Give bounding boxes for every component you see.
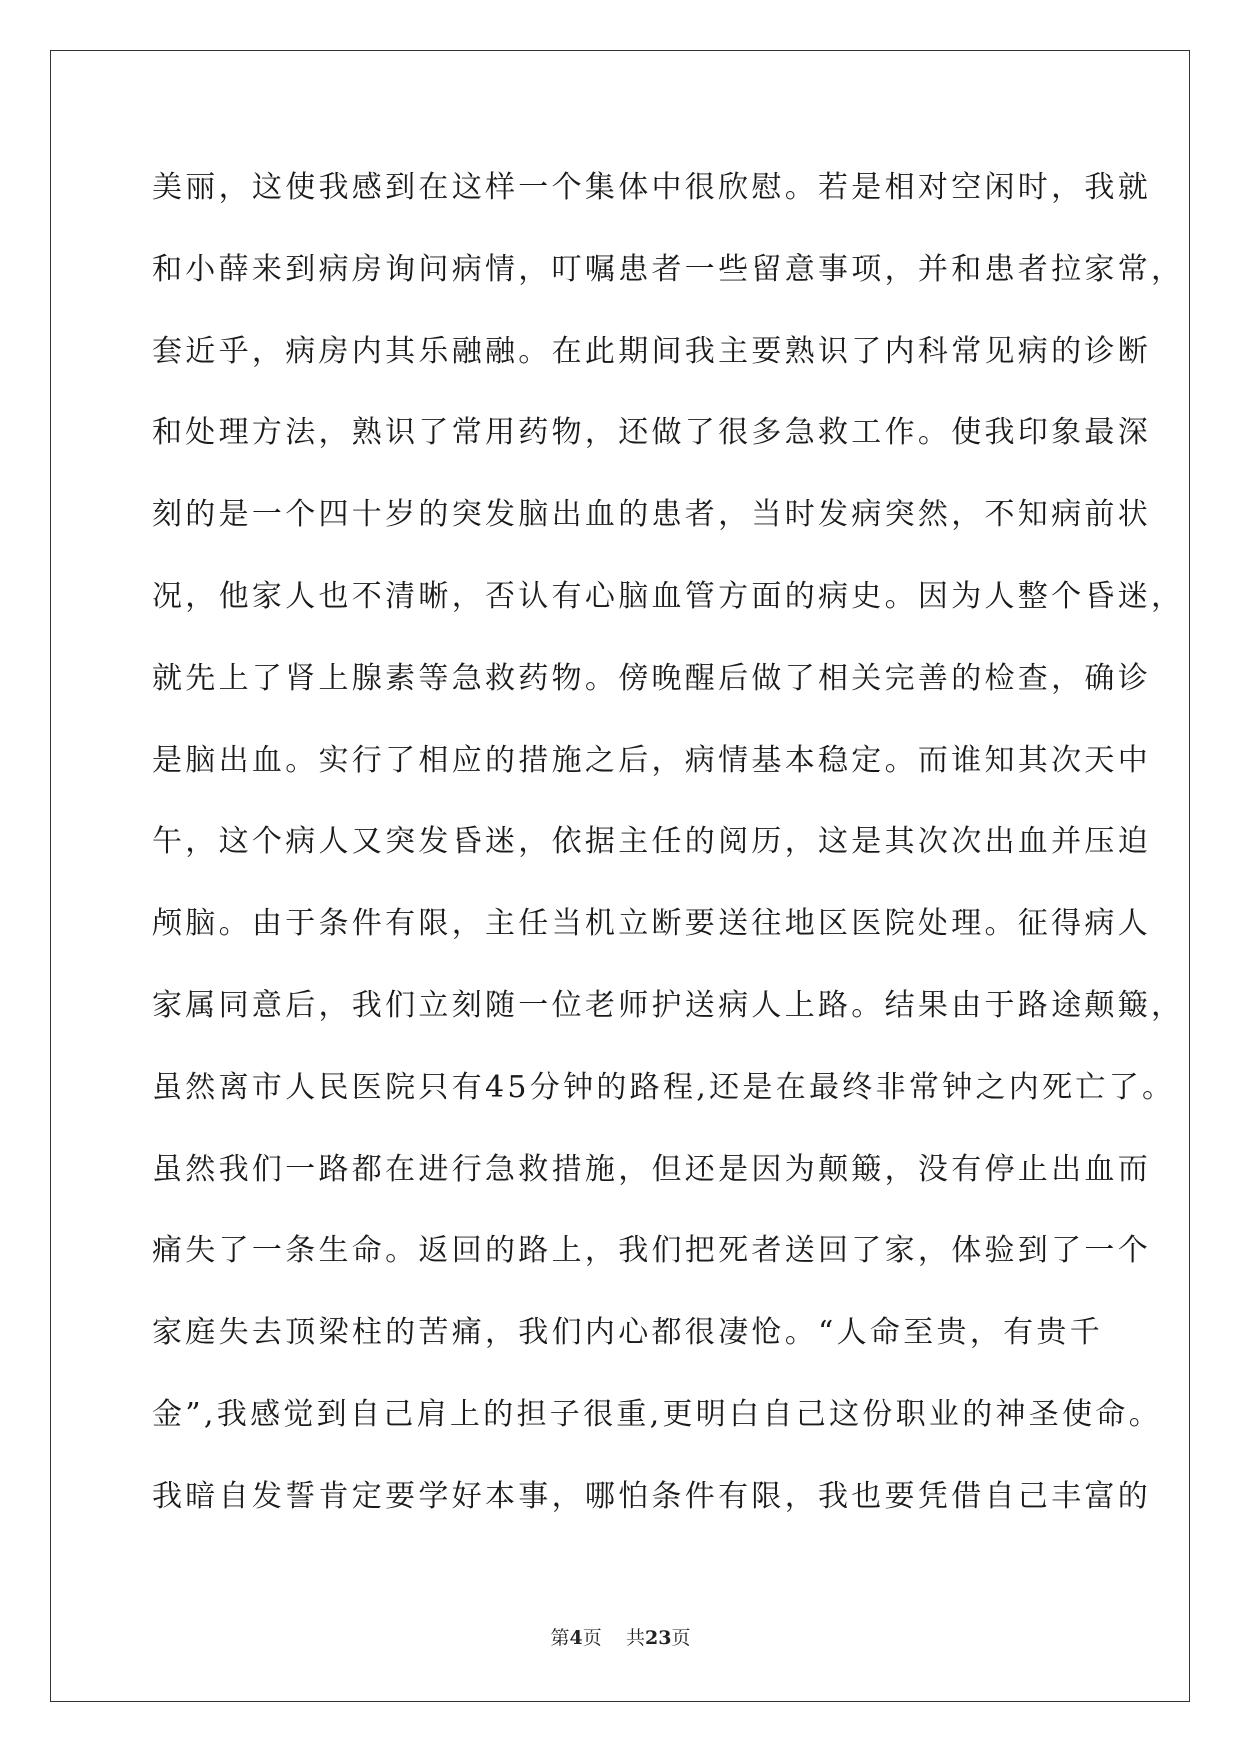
text-line: 就先上了肾上腺素等急救药物。傍晚醒后做了相关完善的检查，确诊: [152, 660, 1151, 696]
page-footer: [0, 1623, 1241, 1650]
text-line: 和小薛来到病房询问病情，叮嘱患者一些留意事项，并和患者拉家常，: [152, 251, 1185, 287]
text-line: 家庭失去顶梁柱的苦痛，我们内心都很凄怆。“人命至贵，有贵千: [152, 1315, 1104, 1351]
text-line: 刻的是一个四十岁的突发脑出血的患者，当时发病突然，不知病前状: [152, 497, 1151, 533]
total-pages: 23: [644, 1627, 672, 1649]
text-line: 我暗自发誓肯定要学好本事，哪怕条件有限，我也要凭借自己丰富的: [152, 1478, 1151, 1514]
text-line: 况，他家人也不清晰，否认有心脑血管方面的病史。因为人整个昏迷，: [152, 578, 1185, 614]
page-suffix: 页: [582, 1627, 602, 1649]
text-line: 金”,我感觉到自己肩上的担子很重,更明白自己这份职业的神圣使命。: [152, 1396, 1163, 1432]
total-suffix: 页: [671, 1627, 691, 1649]
body-text: [152, 163, 1185, 1554]
text-line: 颅脑。由于条件有限，主任当机立断要送往地区医院处理。征得病人: [152, 906, 1151, 942]
text-line: 美丽，这使我感到在这样一个集体中很欣慰。若是相对空闲时，我就: [152, 170, 1151, 205]
text-line: 虽然我们一路都在进行急救措施，但还是因为颠簸，没有停止出血而: [152, 1151, 1151, 1187]
text-line: 和处理方法，熟识了常用药物，还做了很多急救工作。使我印象最深: [152, 415, 1151, 451]
text-line: 虽然离市人民医院只有45分钟的路程,还是在最终非常钟之内死亡了。: [152, 1069, 1176, 1105]
page-number: 4: [569, 1627, 583, 1649]
text-line: 家属同意后，我们立刻随一位老师护送病人上路。结果由于路途颠簸，: [152, 987, 1185, 1023]
text-line: 套近乎，病房内其乐融融。在此期间我主要熟识了内科常见病的诊断: [152, 333, 1151, 369]
page-prefix: 第: [550, 1627, 570, 1649]
text-line: 午，这个病人又突发昏迷，依据主任的阅历，这是其次次出血并压迫: [152, 824, 1151, 860]
total-prefix: 共: [625, 1627, 645, 1649]
text-line: 是脑出血。实行了相应的措施之后，病情基本稳定。而谁知其次天中: [152, 742, 1151, 778]
text-line: 痛失了一条生命。返回的路上，我们把死者送回了家，体验到了一个: [152, 1233, 1151, 1269]
